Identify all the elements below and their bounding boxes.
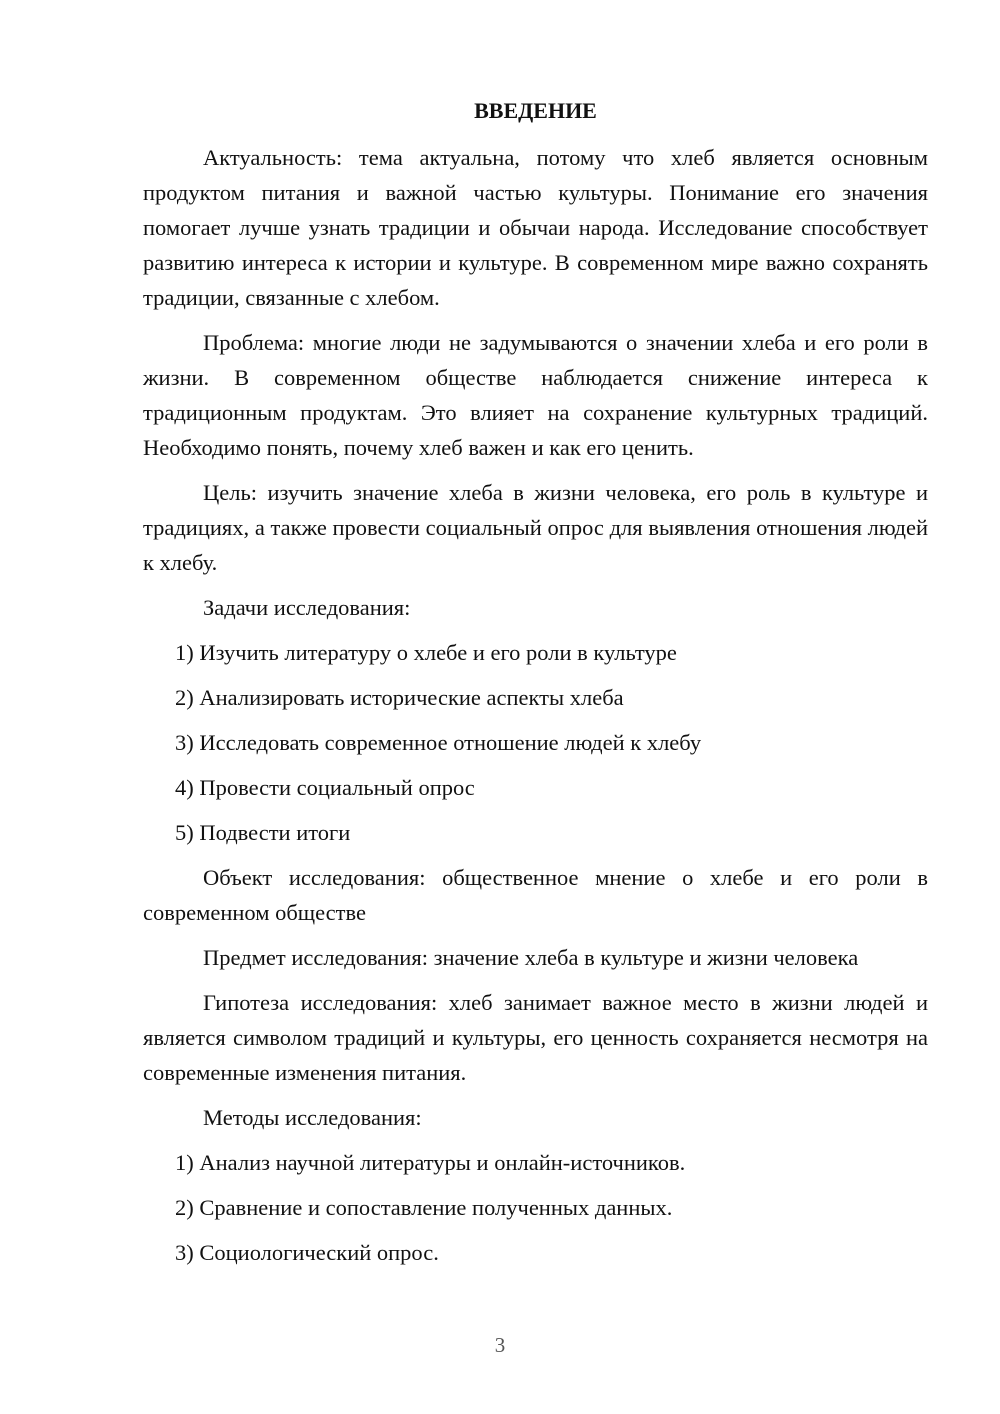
tasks-list [143, 635, 928, 850]
hypothesis-paragraph: Гипотеза исследования: хлеб занимает важное место в жизни людей и является символом традиций и культуры, его ценность сохраняется несмотря на современные изменения питания. [143, 990, 928, 1085]
list-item: 5) Подвести итоги [175, 820, 351, 845]
list-item: 4) Провести социальный опрос [175, 775, 475, 800]
page-number: 3 [494, 1333, 506, 1357]
page-content [143, 93, 928, 1280]
problem-paragraph: Проблема: многие люди не задумываются о значении хлеба и его роли в жизни. В современном обществе наблюдается снижение интереса к традиционным продуктам. Это влияет на сохранение культурных традиций. Необходимо понять, почему хлеб важен и как его ценить. [143, 330, 928, 460]
page-title: ВВЕДЕНИЕ [474, 98, 597, 123]
list-item: 3) Исследовать современное отношение людей к хлебу [175, 730, 702, 755]
list-item: 1) Изучить литературу о хлебе и его роли в культуре [175, 640, 677, 665]
tasks-heading: Задачи исследования: [203, 595, 411, 620]
relevance-paragraph: Актуальность: тема актуальна, потому что хлеб является основным продуктом питания и важной частью культуры. Понимание его значения помогает лучше узнать традиции и обычаи народа. Исследование способствует развитию интереса к истории и культуре. В современном мире важно сохранять традиции, связанные с хлебом. [143, 145, 928, 310]
subject-paragraph: Предмет исследования: значение хлеба в культуре и жизни человека [203, 945, 859, 970]
goal-paragraph: Цель: изучить значение хлеба в жизни человека, его роль в культуре и традициях, а также провести социальный опрос для выявления отношения людей к хлебу. [143, 480, 928, 575]
list-item: 2) Анализировать исторические аспекты хлеба [175, 685, 624, 710]
methods-heading: Методы исследования: [203, 1105, 422, 1130]
list-item: 2) Сравнение и сопоставление полученных данных. [175, 1195, 673, 1220]
list-item: 1) Анализ научной литературы и онлайн-источников. [175, 1150, 686, 1175]
object-paragraph: Объект исследования: общественное мнение о хлебе и его роли в современном обществе [143, 865, 928, 925]
list-item: 3) Социологический опрос. [175, 1240, 439, 1265]
methods-list [143, 1145, 928, 1270]
